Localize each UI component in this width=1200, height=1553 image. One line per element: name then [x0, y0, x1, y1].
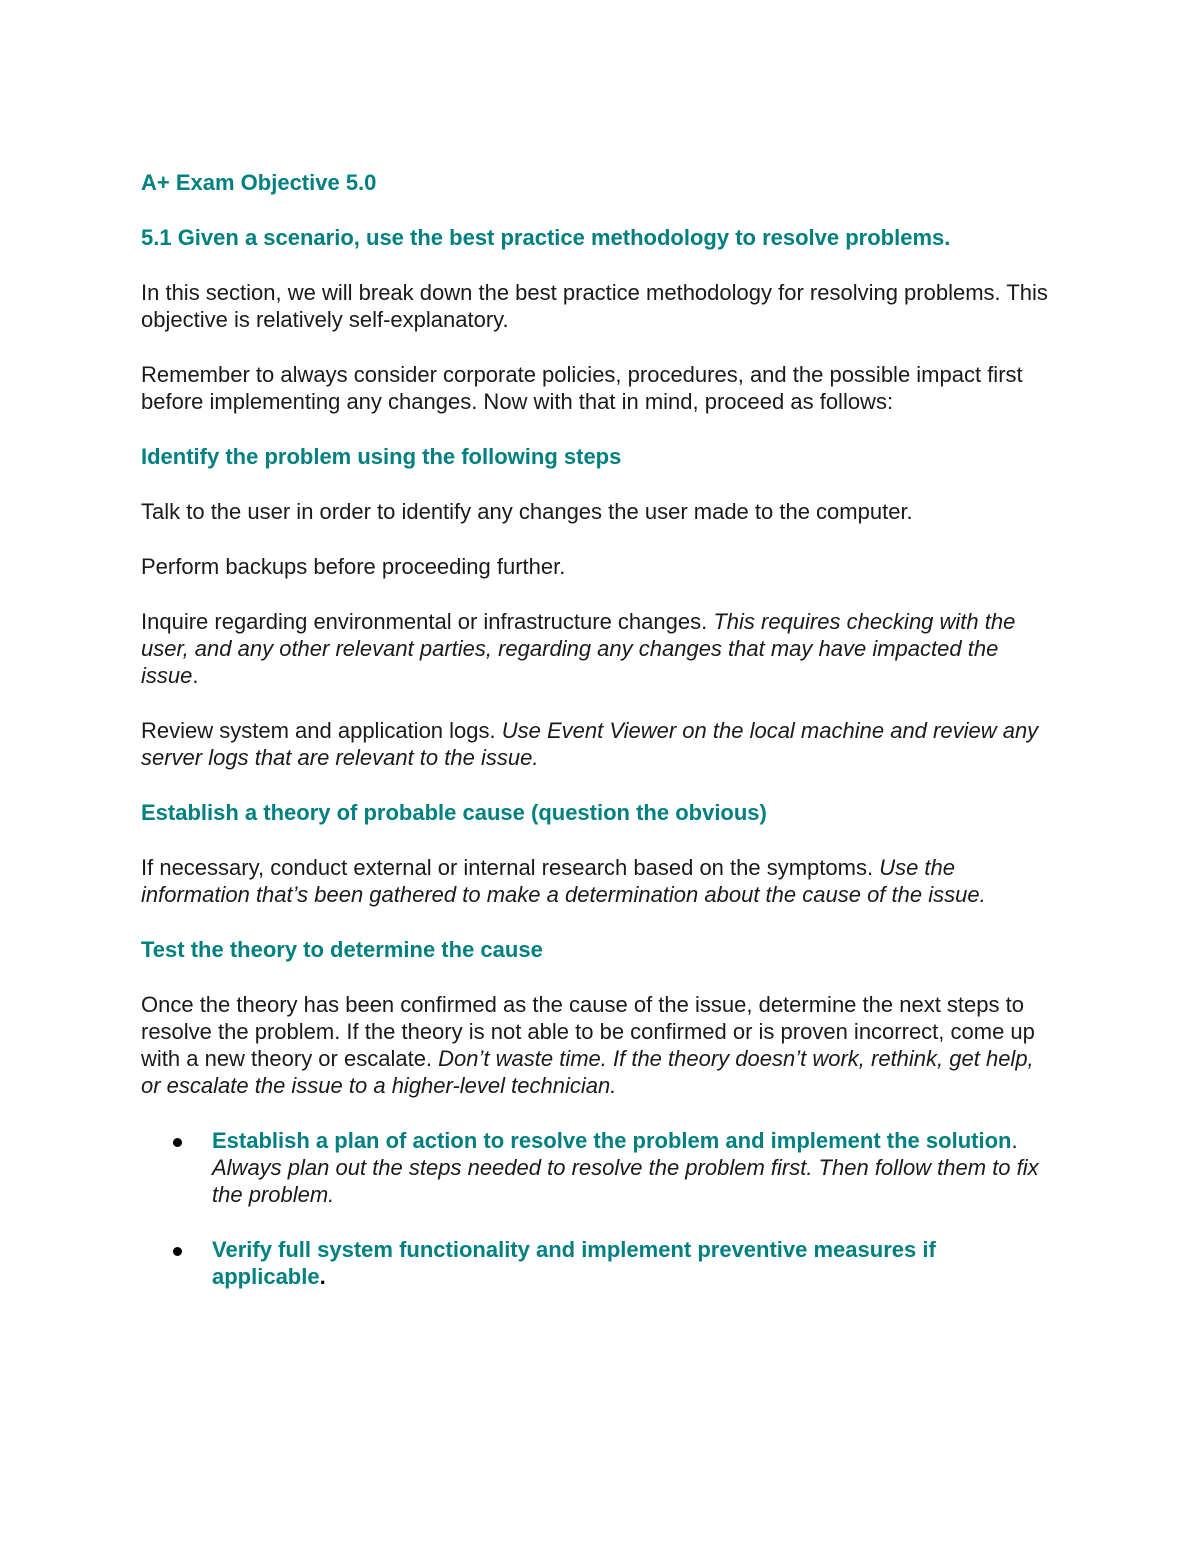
research-paragraph [141, 854, 1051, 908]
test-paragraph [141, 991, 1051, 1099]
identify-heading: Identify the problem using the following steps [141, 444, 622, 469]
inquire-paragraph [141, 608, 1051, 689]
review-text: Review system and application logs. [141, 718, 502, 743]
research-text: If necessary, conduct external or internal research based on the symptoms. [141, 855, 880, 880]
bullet-rest-text: . [319, 1264, 326, 1289]
reminder-paragraph: Remember to always consider corporate policies, procedures, and the possible impact first before implementing any changes. Now with that in mind, proceed as follows: [141, 362, 1023, 414]
intro-paragraph: In this section, we will break down the best practice methodology for resolving problems. This objective is relatively self-explanatory. [141, 280, 1048, 332]
test-heading: Test the theory to determine the cause [141, 937, 543, 962]
list-item [141, 1236, 1051, 1290]
inquire-end: . [192, 663, 199, 688]
document-content [141, 169, 1051, 1318]
bullet-dot-icon [173, 1138, 182, 1147]
review-italic: Use Event Viewer on the local machine and review any server logs that are relevant to the issue. [141, 718, 1039, 770]
backups-paragraph: Perform backups before proceeding further. [141, 554, 566, 579]
bullet-italic-text: Always plan out the steps needed to resolve the problem first. Then follow them to fix the problem. [212, 1155, 1039, 1207]
inquire-text: Inquire regarding environmental or infrastructure changes. [141, 609, 714, 634]
talk-paragraph: Talk to the user in order to identify any changes the user made to the computer. [141, 499, 913, 524]
bullet-dot-icon [173, 1247, 182, 1256]
document-title: A+ Exam Objective 5.0 [141, 170, 377, 195]
inquire-italic: This requires checking with the user, and any other relevant parties, regarding any changes that may have impacted the issue [141, 609, 1016, 688]
bullet-bold-text: Verify full system functionality and implement preventive measures if applicable [212, 1237, 936, 1289]
review-paragraph [141, 717, 1051, 771]
list-item [141, 1127, 1051, 1208]
bullet-rest-text: . [1011, 1128, 1018, 1153]
theory-heading: Establish a theory of probable cause (question the obvious) [141, 800, 767, 825]
test-text: Once the theory has been confirmed as the cause of the issue, determine the next steps to resolve the problem. If the theory is not able to be confirmed or is proven incorrect, come up with a new theory or escalate. [141, 992, 1035, 1071]
research-italic: Use the information that’s been gathered to make a determination about the cause of the issue. [141, 855, 986, 907]
bullet-bold-text: Establish a plan of action to resolve the problem and implement the solution [212, 1128, 1012, 1153]
objective-heading: 5.1 Given a scenario, use the best practice methodology to resolve problems. [141, 225, 951, 250]
test-italic: Don’t waste time. If the theory doesn’t work, rethink, get help, or escalate the issue to a higher-level technician. [141, 1046, 1034, 1098]
steps-bullet-list [141, 1127, 1051, 1290]
